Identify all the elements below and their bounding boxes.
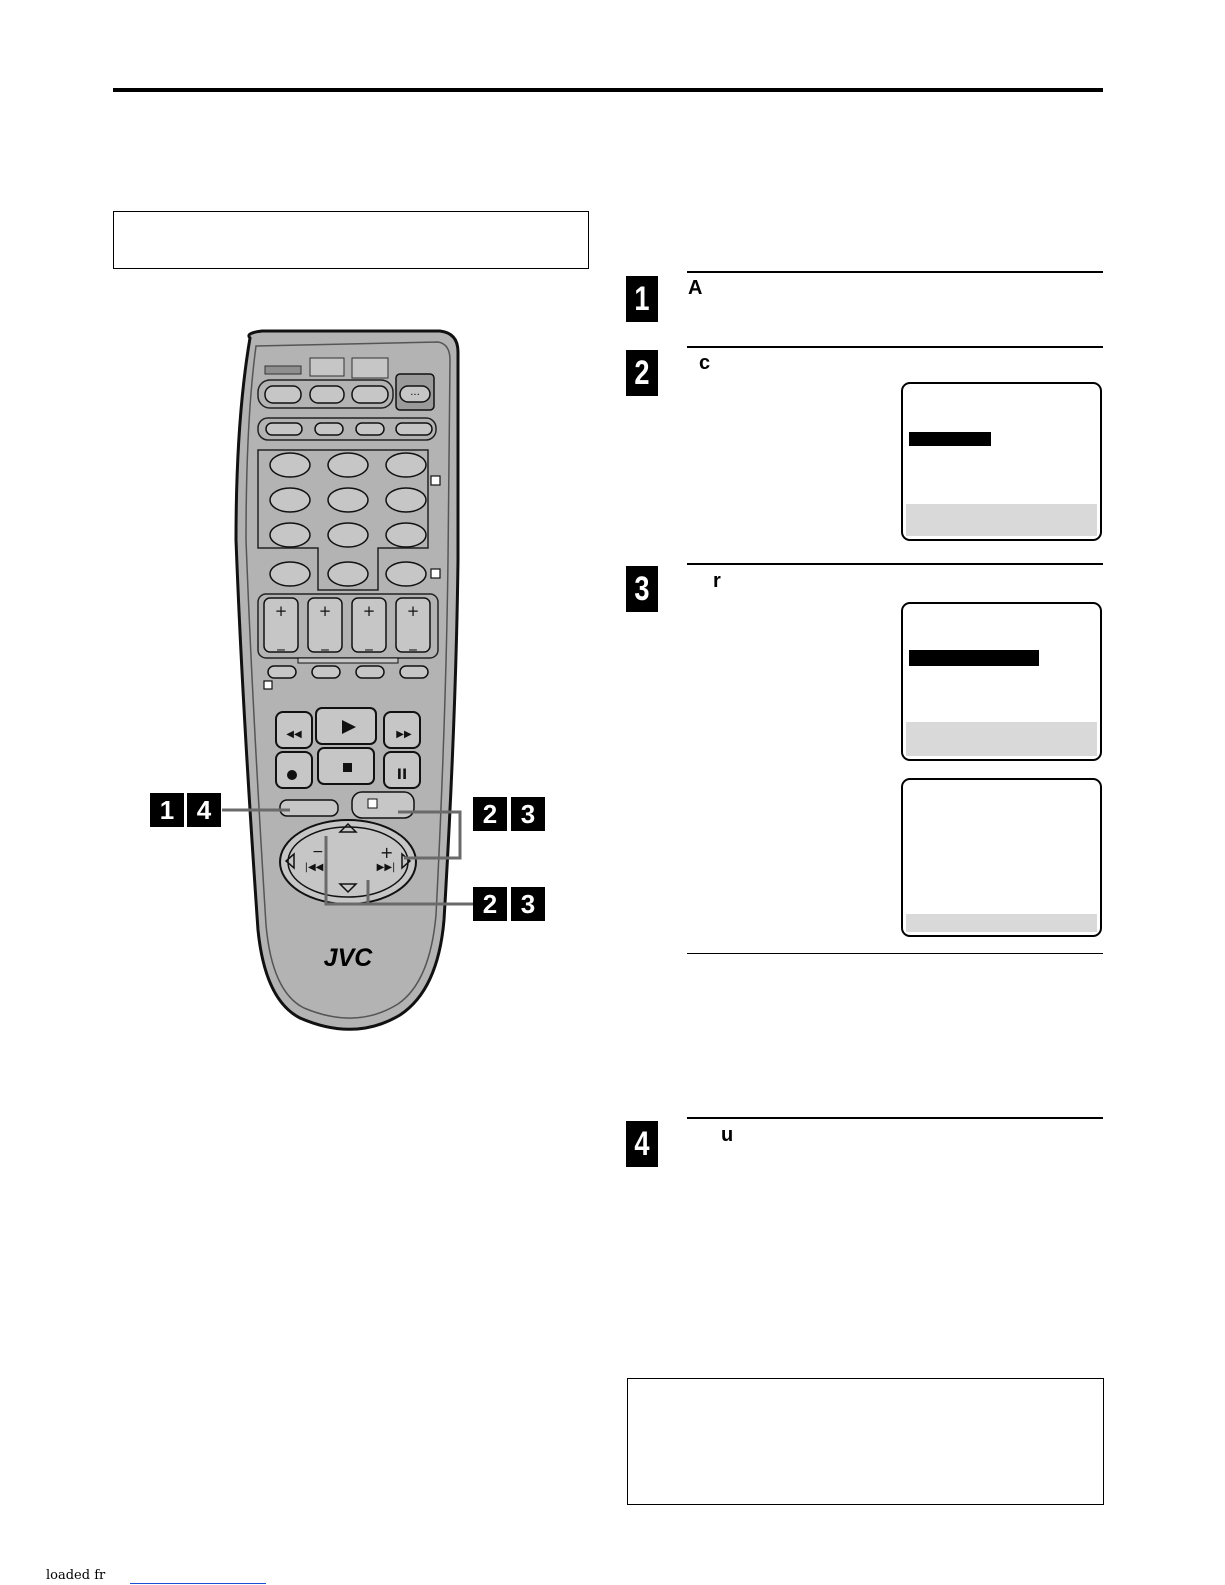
callout-step-3: 3 [511,797,545,831]
remote-control-illustration [120,325,560,1045]
step-4-rule [687,1117,1103,1119]
footer-link-underline[interactable] [130,1583,266,1584]
tv-screen-step-3a [901,602,1102,761]
svg-text:_: _ [321,633,329,651]
step-1-rule [687,271,1103,273]
step-2-badge: 2 [626,350,658,396]
svg-text:+: + [274,602,288,620]
tv-screen-step-2 [901,382,1102,541]
title-box [113,211,589,269]
top-rule [113,88,1103,92]
svg-text:_: _ [277,633,285,651]
step-2-text: c [699,352,711,374]
step-3-rule [687,563,1103,565]
svg-text:▶▶|: ▶▶| [376,862,396,873]
svg-text:_: _ [409,633,417,651]
tv-screen-step-3b [901,778,1102,937]
svg-text:+: + [406,602,420,620]
step-4-badge: 4 [626,1121,658,1167]
step-4-text: u [721,1124,734,1146]
screen-instruction-band [906,914,1097,932]
step-1-badge: 1 [626,276,658,322]
menu-highlight [909,432,991,446]
svg-text:II: II [396,767,408,783]
callout-step-2: 2 [473,797,507,831]
callout-step-1: 1 [150,793,184,827]
screen-instruction-band [906,504,1097,536]
step-3-badge: 3 [626,566,658,612]
svg-text:+: + [362,602,376,620]
callout-step-2: 2 [473,887,507,921]
callout-step-3: 3 [511,887,545,921]
screen-instruction-band [906,722,1097,756]
step-2-rule [687,346,1103,348]
svg-text:_: _ [365,633,373,651]
svg-text:+: + [380,843,394,862]
svg-text:◀◀: ◀◀ [286,729,302,740]
step-3-end-rule [687,953,1103,954]
step-1-text: A [688,277,703,299]
svg-text:|◀◀: |◀◀ [304,862,324,873]
svg-text:−: − [312,844,324,860]
brand-logo: JVC [323,944,373,972]
svg-text:···: ··· [410,390,420,401]
step-3-text: r [713,570,721,592]
note-box [627,1378,1104,1505]
menu-highlight [909,650,1039,666]
footer-text: loaded fr [46,1568,106,1583]
svg-text:▶▶: ▶▶ [396,729,412,740]
callout-step-4: 4 [187,793,221,827]
svg-text:+: + [318,602,332,620]
